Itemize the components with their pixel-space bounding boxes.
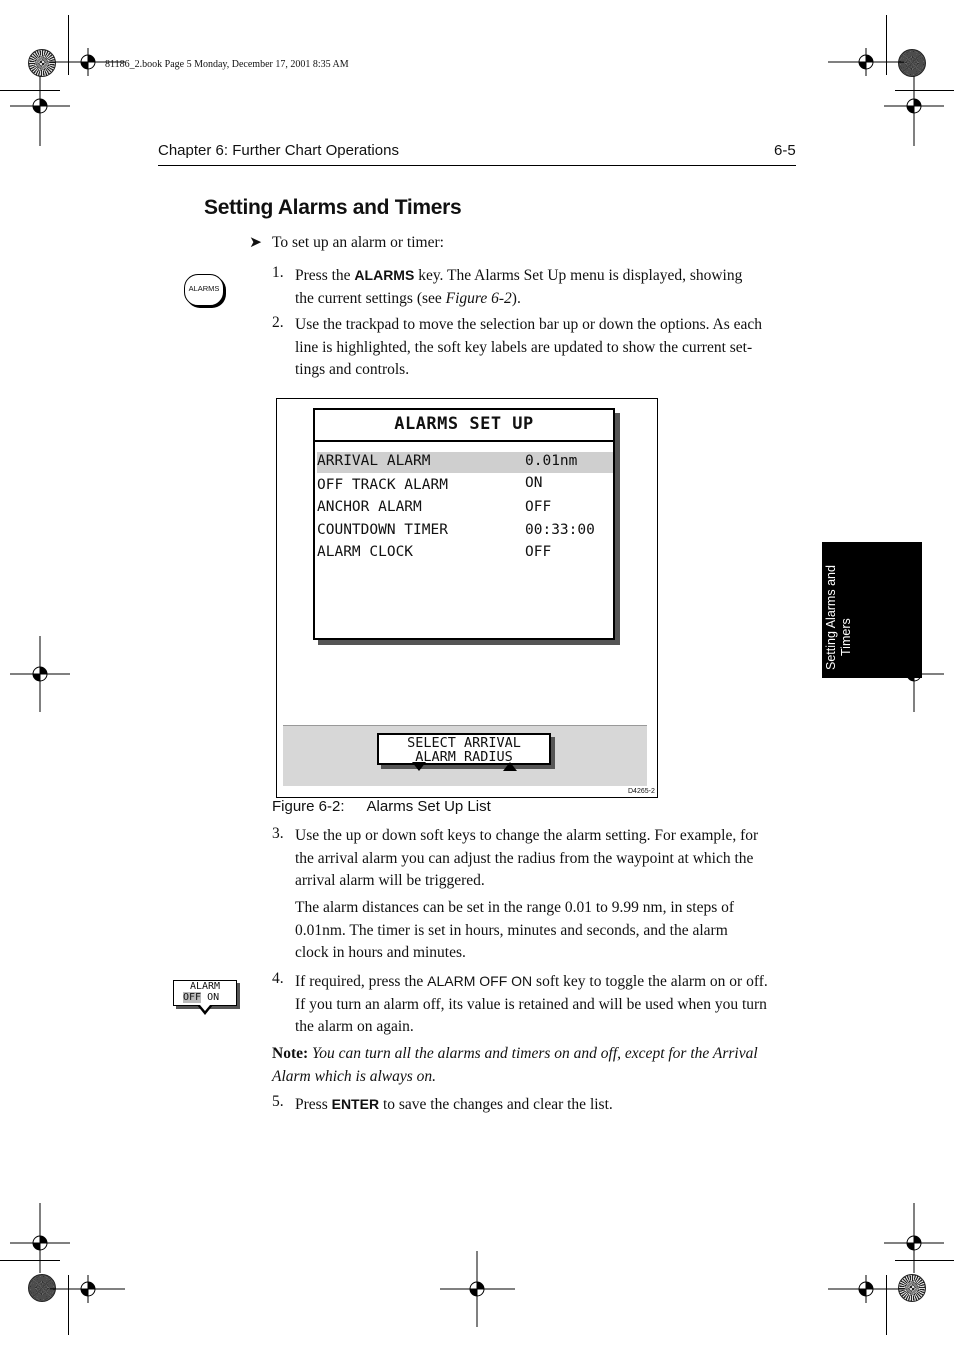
step-number: 4. [272, 970, 284, 987]
up-arrow-icon [503, 762, 517, 771]
intro-text: To set up an alarm or timer: [272, 234, 444, 251]
menu-row[interactable] [317, 452, 613, 473]
step-number: 2. [272, 314, 284, 331]
menu-row-value: OFF [525, 544, 552, 560]
alarm-softkey-top: ALARM [189, 981, 221, 992]
step-number: 5. [272, 1093, 284, 1110]
menu-row-label: ANCHOR ALARM [317, 499, 422, 515]
section-side-tab [822, 542, 922, 678]
softkey-line1: SELECT ARRIVAL [407, 735, 521, 751]
menu-row-value: 0.01nm [525, 453, 578, 469]
alarm-off-on-key-name: ALARM OFF ON [427, 973, 533, 989]
figure-caption [272, 798, 491, 815]
menu-row[interactable] [317, 521, 613, 542]
enter-key-name: ENTER [331, 1096, 380, 1112]
print-slug: 81186_2.book Page 5 Monday, December 17, 2001 8:35 AM [105, 59, 349, 70]
menu-row-value: 00:33:00 [525, 522, 595, 538]
step-5: Press ENTER to save the changes and clear the list. [295, 1096, 613, 1113]
figure-code: D4265-2 [628, 788, 655, 795]
menu-row-label: ALARM CLOCK [317, 544, 414, 560]
screen-title: ALARMS SET UP [394, 414, 534, 434]
note-label: Note: [272, 1045, 309, 1062]
down-arrow-icon [412, 762, 426, 771]
menu-row-label: COUNTDOWN TIMER [317, 522, 448, 538]
menu-row-label: ARRIVAL ALARM [317, 453, 431, 469]
figure-caption-text: Alarms Set Up List [366, 798, 491, 815]
select-arrival-softkey[interactable] [377, 733, 551, 765]
menu-row-value: OFF [525, 499, 552, 515]
step-4: If required, press the ALARM OFF ON soft key to toggle the alarm on or off. If you turn an alarm off, its value is retained and will be used when you turn the alarm on again. [295, 973, 768, 1035]
alarms-key-icon [184, 274, 224, 306]
page-number: 6-5 [774, 142, 796, 159]
step-3-detail: The alarm distances can be set in the range 0.01 to 9.99 nm, in steps of 0.01nm. The timer is set in hours, minutes and seconds, and the alarm clock in hours and minutes. [295, 899, 735, 961]
step-number: 1. [272, 264, 284, 281]
menu-row[interactable] [317, 476, 613, 497]
step-2: Use the trackpad to move the selection bar up or down the options. As each line is highlighted, the soft key labels are updated to show the current set- tings and controls. [295, 316, 763, 378]
alarms-setup-screen [313, 408, 615, 640]
alarms-key-name: ALARMS [354, 267, 415, 283]
menu-row[interactable] [317, 498, 613, 519]
note: Note: You can turn all the alarms and timers on and off, except for the Arrival Alarm which is always on. [272, 1045, 758, 1085]
step-1: Press the ALARMS key. The Alarms Set Up menu is displayed, showing the current settings (see Figure 6-2). [295, 267, 743, 307]
chapter-header: Chapter 6: Further Chart Operations [158, 142, 399, 159]
menu-row-label: OFF TRACK ALARM [317, 477, 448, 493]
figure-caption-number: Figure 6-2: [272, 798, 345, 815]
figure-reference: Figure 6-2 [445, 289, 512, 307]
step-number: 3. [272, 825, 284, 842]
side-tab-line2: Timers [839, 618, 853, 656]
section-title: Setting Alarms and Timers [204, 196, 462, 219]
alarm-softkey-off: OFF [183, 992, 202, 1003]
alarm-softkey-icon [173, 980, 237, 1006]
menu-row[interactable] [317, 543, 613, 564]
alarms-key-label: ALARMS [188, 284, 220, 293]
intro-arrow-icon: ➤ [249, 234, 262, 251]
header-rule [158, 165, 796, 166]
side-tab-line1: Setting Alarms and [824, 565, 838, 670]
step-3: Use the up or down soft keys to change the alarm setting. For example, for the arrival alarm you can adjust the radius from the waypoint at which the arrival alarm will be triggered. [295, 827, 759, 889]
alarm-softkey-on: ON [207, 992, 220, 1003]
menu-row-value: ON [525, 475, 543, 491]
softkey-line2: ALARM RADIUS [415, 749, 513, 765]
